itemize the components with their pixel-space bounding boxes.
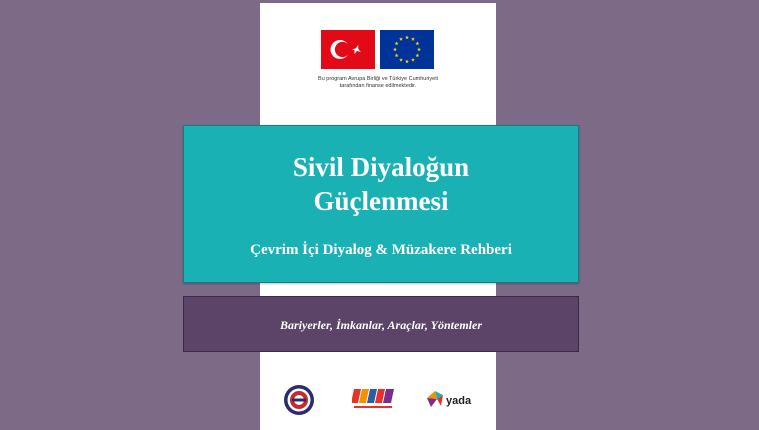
tagline: Bariyerler, İmkanlar, Araçlar, Yöntemler — [279, 318, 483, 332]
subtitle: Çevrim İçi Diyalog & Müzakere Rehberi — [250, 242, 512, 258]
flags — [321, 30, 434, 70]
stripes-logo-icon — [352, 387, 396, 411]
title-box — [183, 125, 579, 283]
page-title — [184, 150, 578, 218]
seal-logo-icon — [283, 384, 315, 416]
eu-flag-icon — [380, 30, 434, 69]
turkey-flag-icon — [321, 30, 375, 69]
tagline-band — [183, 296, 579, 352]
title-line-1: Sivil Diyaloğun — [292, 152, 470, 182]
yada-logo-icon — [427, 389, 475, 411]
yada-logo-text: yada — [446, 395, 472, 407]
funding-notice — [300, 76, 456, 90]
funding-line-2: tarafından finanse edilmektedir. — [339, 83, 417, 89]
funding-line-1: Bu program Avrupa Birliği ve Türkiye Cumhuriyeti — [318, 76, 438, 82]
title-line-2: Güçlenmesi — [313, 186, 449, 216]
